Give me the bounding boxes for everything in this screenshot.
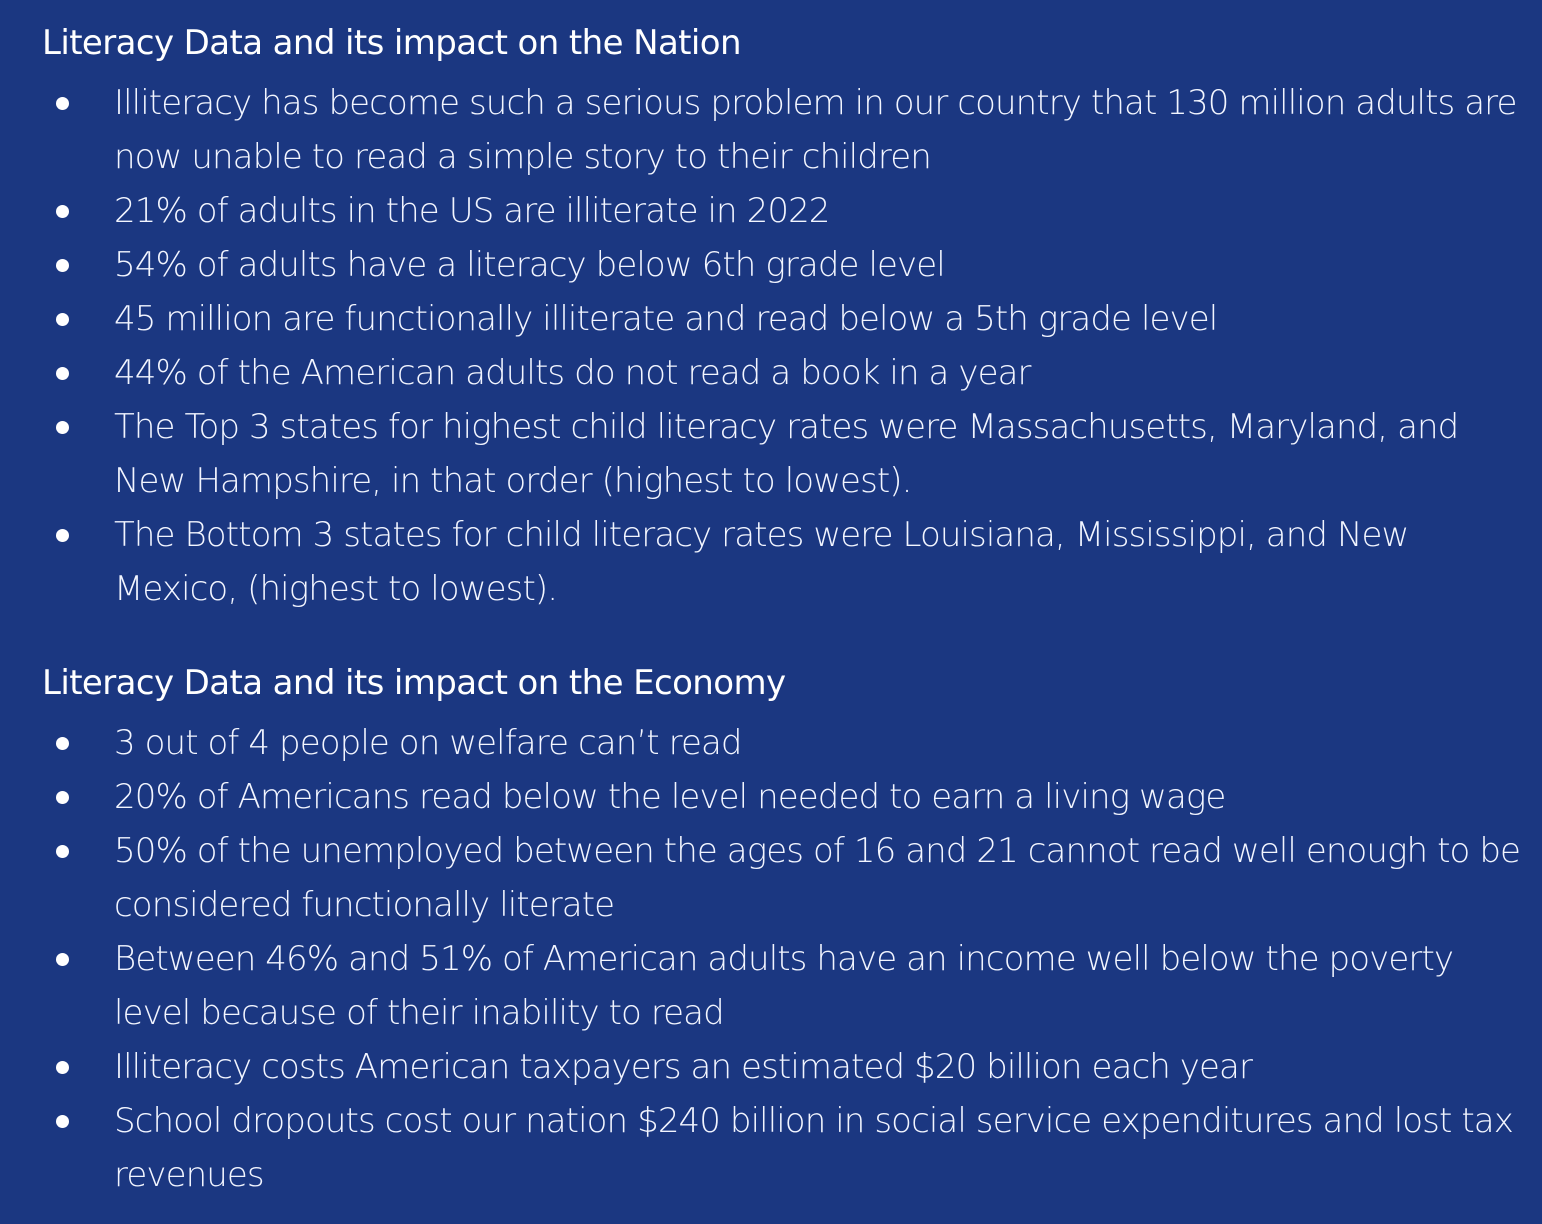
bullet-icon bbox=[56, 313, 69, 326]
bullet-icon bbox=[56, 259, 69, 272]
list-item bbox=[42, 1094, 1522, 1202]
bullet-text: Illiteracy has become such a serious problem in our country that 130 million adults are now unable to read a simple story to their children bbox=[114, 83, 1517, 177]
bullet-icon bbox=[56, 367, 69, 380]
bullet-list-nation bbox=[42, 76, 1522, 616]
bullet-text: School dropouts cost our nation $240 billion in social service expenditures and lost tax revenues bbox=[114, 1101, 1513, 1195]
list-item bbox=[42, 508, 1522, 616]
bullet-text: The Top 3 states for highest child literacy rates were Massachusetts, Maryland, and New Hampshire, in that order (highest to lowest). bbox=[114, 407, 1459, 501]
bullet-text: 44% of the American adults do not read a book in a year bbox=[114, 353, 1031, 393]
list-item bbox=[42, 346, 1522, 400]
bullet-text: 3 out of 4 people on welfare can’t read bbox=[114, 723, 742, 763]
bullet-text: Between 46% and 51% of American adults have an income well below the poverty level because of their inability to read bbox=[114, 939, 1454, 1033]
bullet-text: 21% of adults in the US are illiterate in 2022 bbox=[114, 191, 830, 231]
bullet-text: 50% of the unemployed between the ages of 16 and 21 cannot read well enough to be considered functionally literate bbox=[114, 831, 1521, 925]
bullet-icon bbox=[56, 953, 69, 966]
bullet-icon bbox=[56, 1061, 69, 1074]
list-item bbox=[42, 1040, 1522, 1094]
bullet-icon bbox=[56, 529, 69, 542]
bullet-icon bbox=[56, 737, 69, 750]
bullet-icon bbox=[56, 421, 69, 434]
section-title-economy: Literacy Data and its impact on the Economy bbox=[42, 663, 786, 703]
bullet-list-economy bbox=[42, 716, 1522, 1202]
list-item bbox=[42, 184, 1522, 238]
bullet-text: Illiteracy costs American taxpayers an estimated $20 billion each year bbox=[114, 1047, 1253, 1087]
list-item bbox=[42, 400, 1522, 508]
section-nation bbox=[42, 22, 1522, 616]
list-item bbox=[42, 76, 1522, 184]
list-item bbox=[42, 824, 1522, 932]
bullet-text: 20% of Americans read below the level needed to earn a living wage bbox=[114, 777, 1226, 817]
bullet-text: 54% of adults have a literacy below 6th grade level bbox=[114, 245, 945, 285]
section-title-nation: Literacy Data and its impact on the Nation bbox=[42, 23, 741, 63]
list-item bbox=[42, 716, 1522, 770]
bullet-icon bbox=[56, 845, 69, 858]
list-item bbox=[42, 238, 1522, 292]
bullet-icon bbox=[56, 1115, 69, 1128]
bullet-text: The Bottom 3 states for child literacy rates were Louisiana, Mississippi, and New Mexico, (highest to lowest). bbox=[114, 515, 1409, 609]
bullet-icon bbox=[56, 97, 69, 110]
bullet-icon bbox=[56, 791, 69, 804]
list-item bbox=[42, 932, 1522, 1040]
list-item bbox=[42, 292, 1522, 346]
list-item bbox=[42, 770, 1522, 824]
bullet-text: 45 million are functionally illiterate and read below a 5th grade level bbox=[114, 299, 1218, 339]
bullet-icon bbox=[56, 205, 69, 218]
section-economy bbox=[42, 662, 1522, 1202]
